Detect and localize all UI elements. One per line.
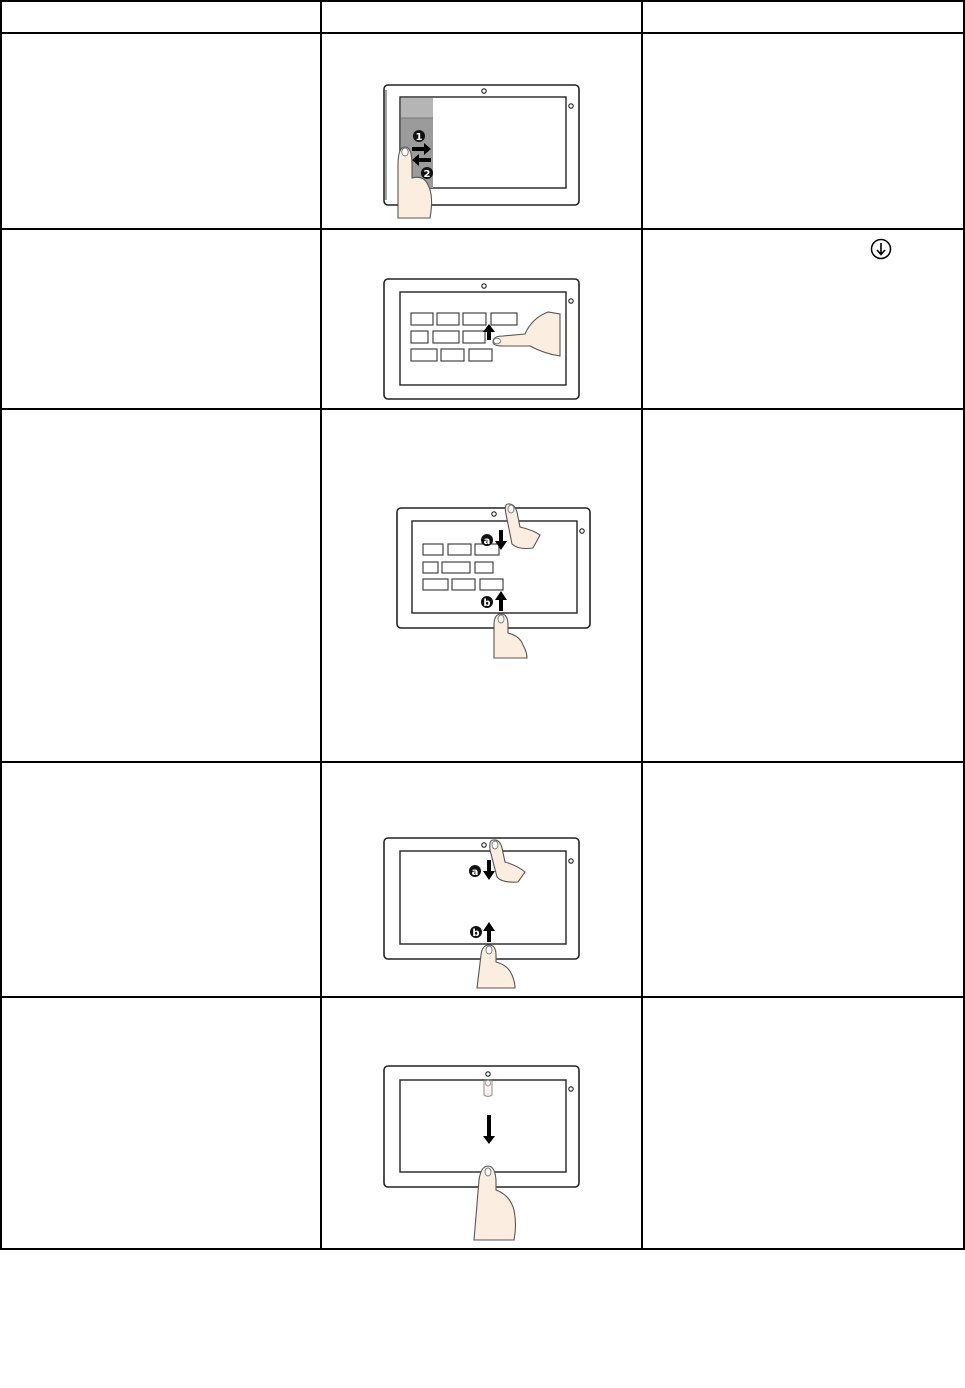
svg-text:a: a — [483, 536, 491, 547]
svg-text:b: b — [472, 928, 480, 939]
illustration-swipe-top-bottom-start — [397, 504, 590, 658]
illustration-swipe-down-close — [384, 1066, 579, 1240]
illustration-swipe-up-tile — [384, 279, 579, 399]
svg-text:2: 2 — [423, 169, 431, 180]
illustration-swipe-from-left — [384, 85, 579, 218]
arrow-down-circle-icon — [870, 238, 892, 260]
illustration-swipe-top-bottom-app — [384, 838, 579, 988]
svg-text:a: a — [471, 867, 479, 878]
svg-text:b: b — [483, 598, 491, 609]
svg-text:1: 1 — [415, 132, 423, 143]
